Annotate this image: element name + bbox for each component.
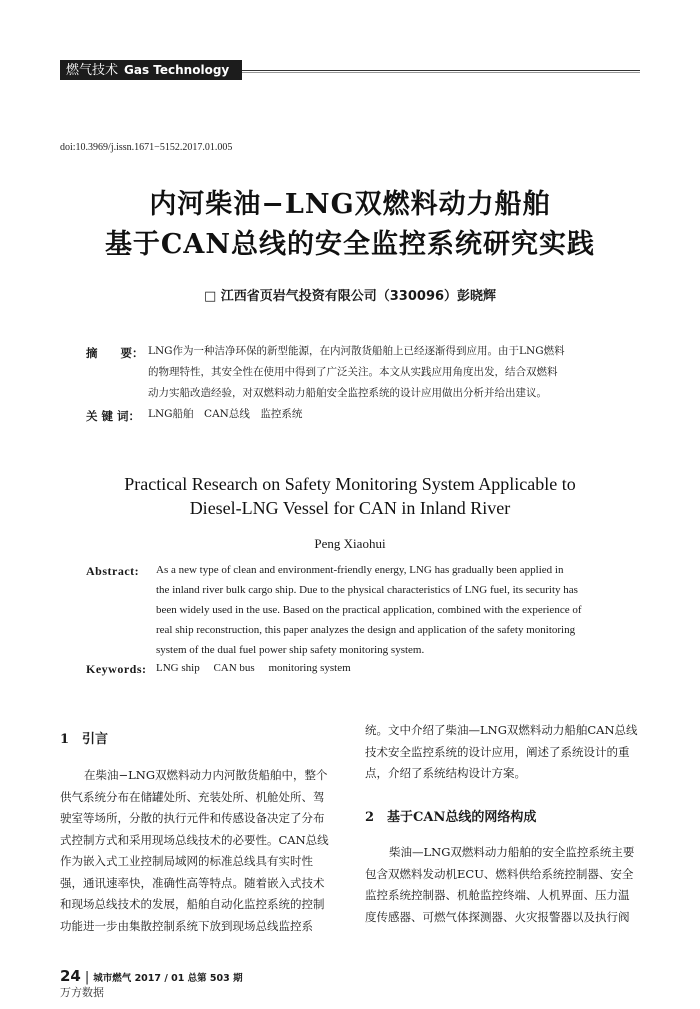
section1-body bbox=[60, 765, 344, 937]
footer-separator: | bbox=[84, 970, 90, 985]
journal-section-tag bbox=[60, 60, 242, 80]
header-rule-secondary bbox=[242, 72, 640, 73]
header-rule bbox=[242, 70, 640, 71]
title-en-line2: Diesel-LNG Vessel for CAN in Inland River bbox=[189, 498, 511, 518]
abstract-en-line: real ship reconstruction, this paper analyzes the design and application of the safety monitoring bbox=[156, 624, 576, 636]
section-tag-en: Gas Technology bbox=[124, 63, 230, 77]
abstract-en-line: the inland river bulk cargo ship. Due to the physical characteristics of LNG fuel, its security has bbox=[156, 584, 578, 596]
journal-issue: 城市燃气 2017 / 01 总第 503 期 bbox=[93, 973, 243, 984]
abstract-cn-line: 的物理特性，其安全性在使用中得到了广泛关注。本文从实践应用角度出发，结合双燃料 bbox=[148, 366, 558, 378]
abstract-cn-line: 动力实船改造经验，对双燃料动力船舶安全监控系统的设计应用做出分析并给出建议。 bbox=[148, 387, 547, 399]
doi: doi:10.3969/j.issn.1671−5152.2017.01.005 bbox=[60, 142, 233, 153]
abstract-cn-line: LNG作为一种洁净环保的新型能源，在内河散货船舶上已经逐渐得到应用。由于LNG燃料 bbox=[148, 345, 565, 357]
body-line: 监控系统控制器、机舱监控终端、人机界面、压力温 bbox=[365, 888, 630, 902]
keywords-en-label: Keywords: bbox=[86, 662, 147, 676]
body-line: 驶室等场所，分散的执行元件和传感设备决定了分布 bbox=[60, 811, 325, 825]
abstract-en-line: As a new type of clean and environment-friendly energy, LNG has gradually been applied in bbox=[156, 564, 564, 576]
body-line: 式控制方式和采用现场总线技术的必要性。CAN总线 bbox=[60, 832, 329, 847]
body-line: 强，通讯速率快，准确性高等特点。随着嵌入式技术 bbox=[60, 875, 325, 890]
author-cn: □ 江西省页岩气投资有限公司（330096）彭晓辉 bbox=[203, 289, 497, 304]
body-line: 度传感器、可燃气体探测器、火灾报警器以及执行阀 bbox=[365, 909, 630, 924]
body-line: 技术安全监控系统的设计应用，阐述了系统设计的重 bbox=[365, 744, 630, 759]
section2-body bbox=[365, 842, 649, 928]
body-line: 和现场总线技术的发展，船舶自动化监控系统的控制 bbox=[60, 897, 325, 911]
keywords-cn-text: LNG船舶 CAN总线 监控系统 bbox=[148, 408, 303, 420]
body-line: 供气系统分布在储罐处所、充装处所、机舱处所、驾 bbox=[60, 789, 325, 804]
keywords-en-text: LNG ship CAN bus monitoring system bbox=[156, 662, 351, 674]
body-line: 功能进一步由集散控制系统下放到现场总线监控系 bbox=[60, 918, 313, 933]
journal-header-bar bbox=[60, 60, 640, 82]
title-en-line1: Practical Research on Safety Monitoring System Applicable to bbox=[124, 474, 576, 494]
abstract-en-label: Abstract: bbox=[86, 564, 140, 578]
author-en: Peng Xiaohui bbox=[314, 536, 386, 551]
title-cn-line2: 基于CAN总线的安全监控系统研究实践 bbox=[104, 229, 596, 260]
abstract-en-line: been widely used in the use. Based on the practical application, combined with the experience of bbox=[156, 604, 582, 616]
section1-continued bbox=[365, 720, 649, 785]
section1-heading: 1 引言 bbox=[60, 732, 109, 747]
abstract-en-text bbox=[156, 560, 628, 660]
source-watermark: 万方数据 bbox=[60, 986, 104, 999]
section2-heading: 2 基于CAN总线的网络构成 bbox=[365, 810, 537, 825]
page-number: 24 bbox=[60, 967, 81, 985]
abstract-cn-label: 摘 要： bbox=[86, 346, 144, 360]
body-line: 柴油—LNG双燃料动力船舶的安全监控系统主要 bbox=[389, 845, 635, 859]
keywords-cn-label: 关 键 词： bbox=[86, 409, 141, 423]
body-line: 统。文中介绍了柴油—LNG双燃料动力船舶CAN总线 bbox=[365, 723, 638, 737]
section-tag-cn: 燃气技术 bbox=[66, 63, 119, 78]
body-line: 包含双燃料发动机ECU、燃料供给系统控制器、安全 bbox=[365, 866, 634, 881]
body-line: 作为嵌入式工业控制局域网的标准总线具有实时性 bbox=[60, 854, 313, 868]
abstract-en-line: system of the dual fuel power ship safety monitoring system. bbox=[156, 644, 425, 656]
body-line: 在柴油−LNG双燃料动力内河散货船舶中，整个 bbox=[84, 768, 328, 782]
title-cn-line1: 内河柴油−LNG双燃料动力船舶 bbox=[149, 189, 551, 220]
body-line: 点，介绍了系统结构设计方案。 bbox=[365, 766, 526, 780]
page-footer bbox=[60, 966, 243, 985]
abstract-cn-text bbox=[148, 341, 628, 404]
